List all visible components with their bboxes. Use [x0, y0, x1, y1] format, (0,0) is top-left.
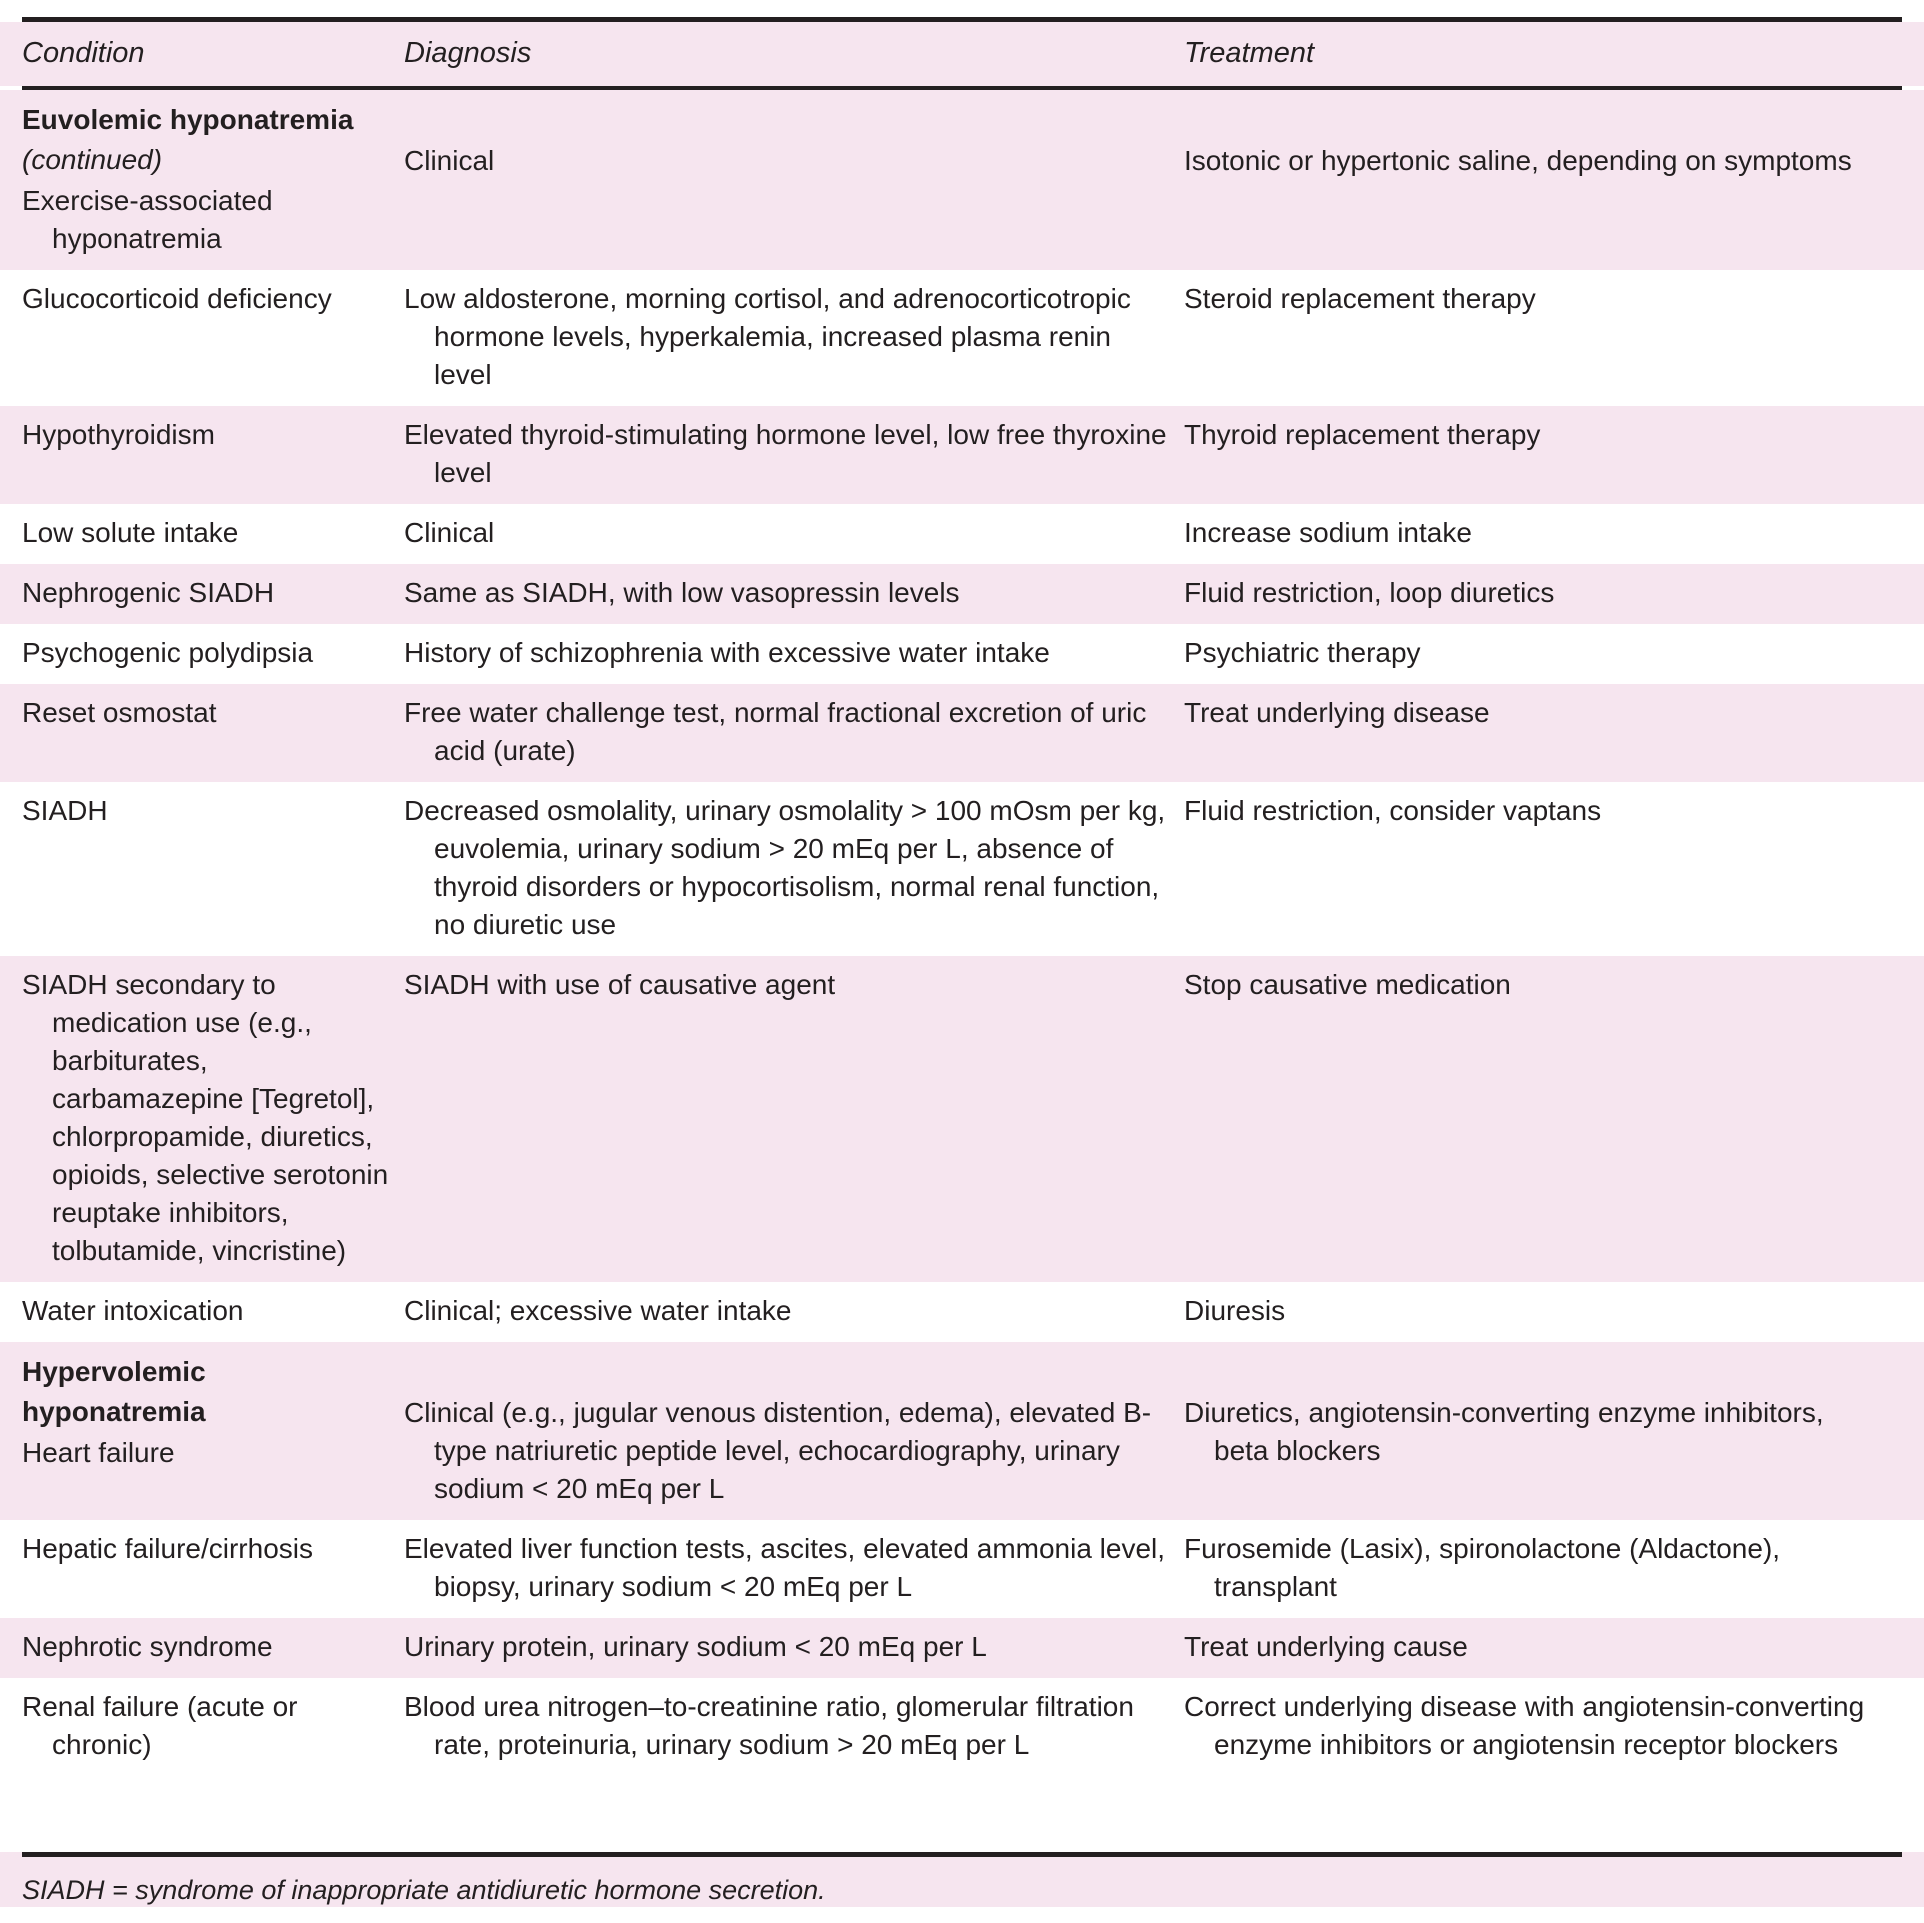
cell-diagnosis: Clinical	[404, 517, 495, 548]
table-row	[0, 1618, 1924, 1678]
cell-condition: Heart failure	[22, 1437, 175, 1468]
cell-treatment: Steroid replacement therapy	[1184, 283, 1536, 314]
cell-condition: SIADH secondary to medication use (e.g., barbiturates, carbamazepine [Tegretol], chlorpropamide, diuretics, opioids, selective serotonin reuptake inhibitors, tolbutamide, vincristine)	[22, 969, 389, 1266]
cell-condition: Renal failure (acute or chronic)	[22, 1691, 298, 1760]
cell-treatment: Thyroid replacement therapy	[1184, 419, 1541, 450]
cell-diagnosis: SIADH with use of causative agent	[404, 969, 836, 1000]
cell-condition: SIADH	[22, 795, 108, 826]
cell-diagnosis: Elevated thyroid-stimulating hormone level, low free thyroxine level	[404, 419, 1167, 488]
cell-treatment: Fluid restriction, consider vaptans	[1184, 795, 1602, 826]
table-row	[0, 1678, 1924, 1776]
cell-condition: Reset osmostat	[22, 697, 217, 728]
hyponatremia-reference-table	[0, 17, 1924, 1907]
cell-diagnosis: Same as SIADH, with low vasopressin levels	[404, 577, 960, 608]
table-footer-band	[0, 1852, 1924, 1907]
cell-diagnosis: Clinical	[404, 145, 495, 176]
cell-diagnosis: Elevated liver function tests, ascites, elevated ammonia level, biopsy, urinary sodium < 20 mEq per L	[404, 1533, 1166, 1602]
cell-treatment: Treat underlying cause	[1184, 1631, 1468, 1662]
table-row	[0, 782, 1924, 956]
cell-treatment: Isotonic or hypertonic saline, depending on symptoms	[1184, 145, 1852, 176]
cell-diagnosis: Clinical; excessive water intake	[404, 1295, 792, 1326]
cell-treatment: Furosemide (Lasix), spironolactone (Aldactone), transplant	[1184, 1533, 1781, 1602]
table-row	[0, 684, 1924, 782]
cell-condition: Hepatic failure/cirrhosis	[22, 1533, 313, 1564]
cell-condition: Glucocorticoid deficiency	[22, 283, 332, 314]
cell-condition: Psychogenic polydipsia	[22, 637, 314, 668]
cell-diagnosis: Urinary protein, urinary sodium < 20 mEq per L	[404, 1631, 987, 1662]
cell-diagnosis: History of schizophrenia with excessive water intake	[404, 637, 1050, 668]
table-row	[0, 90, 1924, 270]
table-header-row	[22, 22, 1902, 86]
cell-diagnosis: Free water challenge test, normal fractional excretion of uric acid (urate)	[404, 697, 1147, 766]
cell-condition: Low solute intake	[22, 517, 239, 548]
column-header-diagnosis: Diagnosis	[404, 37, 532, 69]
section-header: Euvolemic hyponatremia (continued)	[22, 104, 354, 175]
cell-treatment: Diuretics, angiotensin-converting enzyme inhibitors, beta blockers	[1184, 1397, 1824, 1466]
cell-treatment: Stop causative medication	[1184, 969, 1511, 1000]
table-row	[0, 956, 1924, 1282]
cell-condition: Nephrogenic SIADH	[22, 577, 275, 608]
table-footnote: SIADH = syndrome of inappropriate antidiuretic hormone secretion.	[22, 1875, 826, 1905]
table-row	[0, 1282, 1924, 1342]
table-row	[0, 564, 1924, 624]
table-header-band	[0, 22, 1924, 86]
cell-treatment: Fluid restriction, loop diuretics	[1184, 577, 1555, 608]
cell-diagnosis: Low aldosterone, morning cortisol, and adrenocorticotropic hormone levels, hyperkalemia, increased plasma renin level	[404, 283, 1131, 390]
section-header: Hypervolemic hyponatremia	[22, 1356, 206, 1427]
table-row	[0, 624, 1924, 684]
cell-treatment: Correct underlying disease with angiotensin-converting enzyme inhibitors or angiotensin receptor blockers	[1184, 1691, 1865, 1760]
cell-treatment: Diuresis	[1184, 1295, 1286, 1326]
cell-condition: Exercise-associated hyponatremia	[22, 185, 273, 254]
column-header-condition: Condition	[22, 37, 145, 69]
cell-treatment: Psychiatric therapy	[1184, 637, 1421, 668]
column-header-treatment: Treatment	[1184, 37, 1315, 69]
cell-condition: Nephrotic syndrome	[22, 1631, 273, 1662]
section-header-suffix: (continued)	[22, 144, 163, 175]
cell-treatment: Increase sodium intake	[1184, 517, 1472, 548]
cell-diagnosis: Clinical (e.g., jugular venous distention, edema), elevated B-type natriuretic peptide level, echocardiography, urinary sodium < 20 mEq per L	[404, 1397, 1152, 1504]
cell-diagnosis: Blood urea nitrogen–to-creatinine ratio, glomerular filtration rate, proteinuria, urinary sodium > 20 mEq per L	[404, 1691, 1134, 1760]
cell-condition: Hypothyroidism	[22, 419, 215, 450]
table-row	[0, 270, 1924, 406]
table-bottom-spacer	[0, 1776, 1924, 1832]
cell-diagnosis: Decreased osmolality, urinary osmolality > 100 mOsm per kg, euvolemia, urinary sodium > 20 mEq per L, absence of thyroid disorders or hypocortisolism, normal renal function, no diuretic use	[404, 795, 1166, 940]
cell-treatment: Treat underlying disease	[1184, 697, 1490, 728]
table-row	[0, 406, 1924, 504]
table-row	[0, 1342, 1924, 1520]
cell-condition: Water intoxication	[22, 1295, 244, 1326]
table-body	[0, 90, 1924, 1776]
table-row	[0, 1520, 1924, 1618]
table-row	[0, 504, 1924, 564]
